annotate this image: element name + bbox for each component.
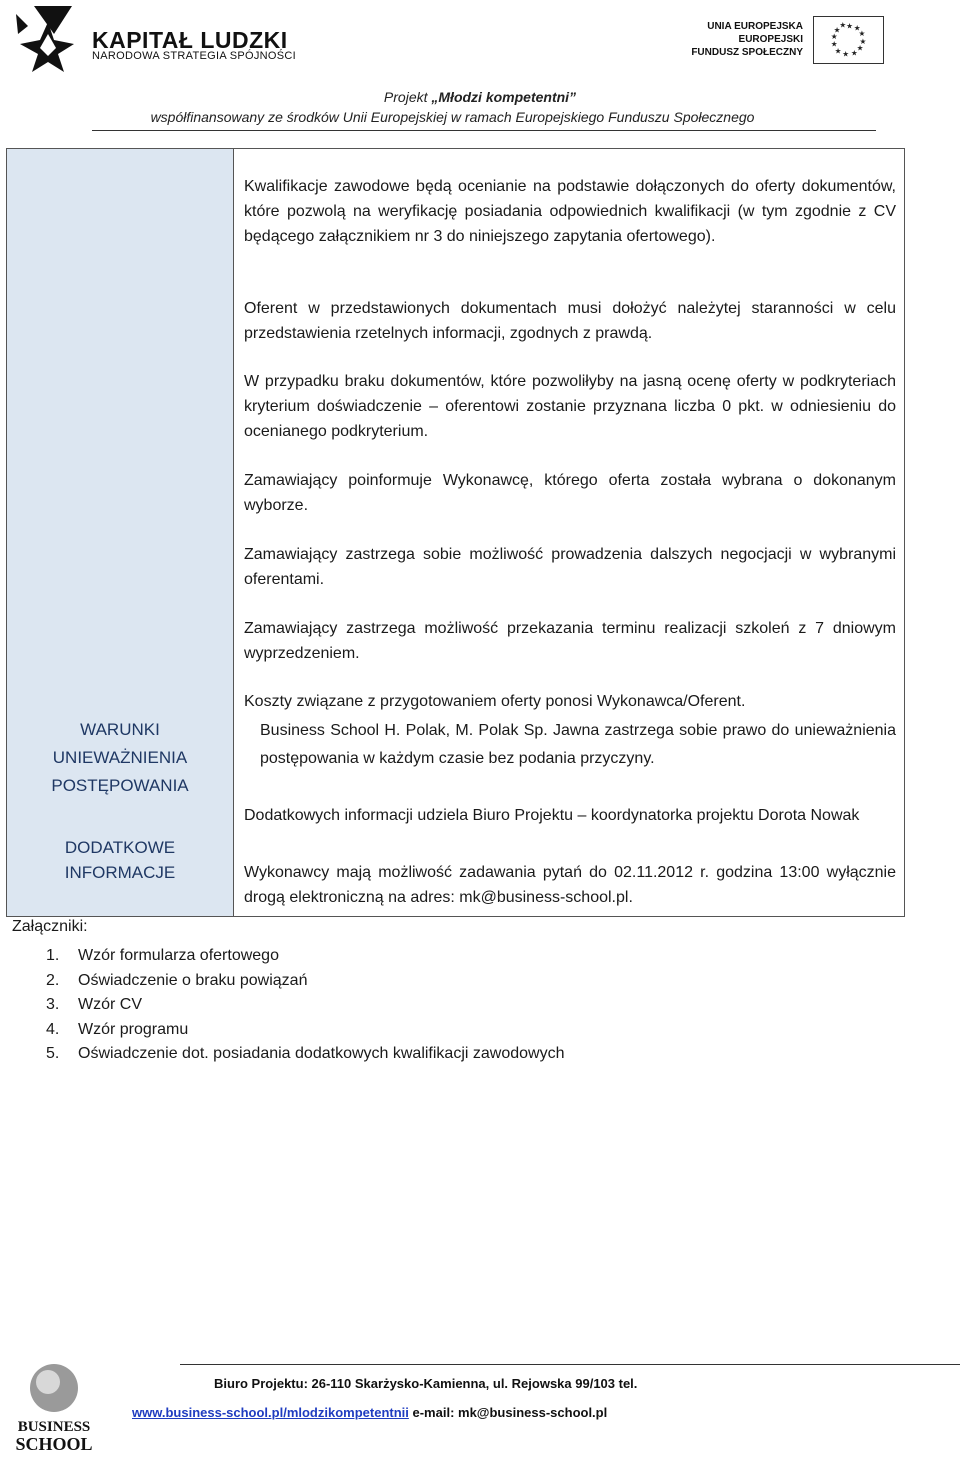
paragraph-schedule: Zamawiający zastrzega możliwość przekazania terminu realizacji szkoleń z 7 dniowym wyprzedzeniem.: [244, 620, 896, 662]
list-item: [46, 1018, 564, 1043]
svg-text:★: ★: [833, 25, 841, 35]
project-title: „Młodzi kompetentni”: [431, 89, 577, 105]
label-dodatkowe: DODATKOWE: [64, 838, 176, 857]
paragraph-qualifications: Kwalifikacje zawodowe będą ocenianie na podstawie dołączonych do oferty dokumentów, które pozwolą na weryfikację posiadania odpowiednich kwalifikacji (w tym zgodnie z CV będącego załącznikiem nr 3 do niniejszego zapytania ofertowego).: [244, 178, 896, 245]
logo-text-business: BUSINESS: [17, 1419, 91, 1435]
footer-email: e-mail: mk@business-school.pl: [408, 1405, 608, 1420]
label-warunki: WARUNKI: [80, 720, 160, 739]
project-prefix: Projekt: [383, 89, 432, 105]
paragraph-questions: Wykonawcy mają możliwość zadawania pytań do 02.11.2012 r. godzina 13:00 wyłącznie drogą elektroniczną na adres: mk@business-school.pl.: [244, 864, 896, 906]
svg-text:★: ★: [853, 23, 861, 33]
page-header: [0, 0, 960, 132]
conditions-table: [6, 148, 905, 917]
list-item-label: Oświadczenie o braku powiązań: [78, 971, 308, 989]
list-item-number: 4.: [46, 1020, 60, 1038]
attachments-title: Załączniki:: [12, 918, 88, 935]
ue-line-2: EUROPEJSKI: [738, 34, 803, 45]
svg-text:★: ★: [830, 39, 838, 49]
header-divider: [92, 130, 876, 131]
list-item-number: 3.: [46, 996, 60, 1013]
kapital-ludzki-logo: [14, 4, 82, 76]
list-item: [46, 969, 564, 994]
paragraph-diligence: Oferent w przedstawionych dokumentach musi dołożyć należytej staranności w celu przedstawienia rzetelnych informacji, zgodnych z prawdą.: [244, 300, 896, 342]
attachments-list: [46, 944, 564, 1067]
footer-contact: [132, 1405, 607, 1420]
svg-text:★: ★: [830, 32, 838, 42]
list-item-label: Wzór programu: [78, 1020, 189, 1038]
svg-text:★: ★: [839, 20, 847, 30]
eu-flag-icon: [813, 16, 884, 64]
list-item: [46, 993, 564, 1018]
label-informacje: INFORMACJE: [64, 863, 176, 882]
label-dodatkowe-informacje: [7, 835, 233, 885]
list-item: [46, 944, 564, 969]
paragraph-negotiations: Zamawiający zastrzega sobie możliwość prowadzenia dalszych negocjacji w wybranymi oferentami.: [244, 546, 896, 588]
website-link[interactable]: www.business-school.pl/mlodzikompetentnii: [132, 1405, 409, 1420]
paragraph-costs: Koszty związane z przygotowaniem oferty ponosi Wykonawca/Oferent.: [244, 693, 746, 710]
svg-text:★: ★: [842, 49, 850, 59]
paragraph-contact: Dodatkowych informacji udziela Biuro Projektu – koordynatorka projektu Dorota Nowak: [244, 807, 860, 824]
list-item-number: 5.: [46, 1045, 60, 1062]
cofunding-note: współfinansowany ze środków Unii Europejskiej w ramach Europejskiego Funduszu Społecznego: [150, 109, 755, 125]
label-uniewaznienia: UNIEWAŻNIENIA: [52, 748, 188, 767]
footer-address: Biuro Projektu: 26-110 Skarżysko-Kamienna, ul. Rejowska 99/103 tel.: [214, 1376, 638, 1391]
ue-line-3: FUNDUSZ SPOŁECZNY: [691, 47, 803, 58]
svg-text:★: ★: [850, 48, 858, 58]
table-label-column: [7, 149, 234, 916]
list-item-label: Oświadczenie dot. posiadania dodatkowych kwalifikacji zawodowych: [78, 1045, 565, 1062]
paragraph-cancellation: Business School H. Polak, M. Polak Sp. Jawna zastrzega sobie prawo do unieważnienia postępowania w każdym czasie bez podania przyczyny.: [260, 722, 896, 767]
ue-line-1: UNIA EUROPEJSKA: [707, 21, 803, 32]
project-name: [0, 89, 960, 105]
footer-divider: [180, 1364, 960, 1365]
kapital-ludzki-subtitle: NARODOWA STRATEGIA SPÓJNOŚCI: [92, 50, 296, 62]
list-item: [46, 1042, 564, 1067]
list-item-label: Wzór CV: [78, 996, 142, 1013]
ue-fund-label: [680, 20, 803, 59]
business-school-logo: [14, 1360, 94, 1454]
svg-text:★: ★: [858, 29, 866, 39]
paragraph-notification: Zamawiający poinformuje Wykonawcę, którego oferta została wybrana o dokonanym wyborze.: [244, 472, 896, 514]
label-postepowania: POSTĘPOWANIA: [51, 776, 189, 795]
list-item-number: 2.: [46, 971, 60, 989]
svg-text:★: ★: [856, 43, 864, 53]
paragraph-missing-documents: W przypadku braku dokumentów, które pozwoliłyby na jasną ocenę oferty w podkryteriach kryterium doświadczenie – oferentowi zostanie przyznana liczba 0 pkt. w odniesieniu do ocenianego podkryterium.: [244, 373, 896, 440]
svg-text:★: ★: [859, 36, 867, 46]
svg-text:★: ★: [846, 21, 853, 31]
kapital-ludzki-title: KAPITAŁ LUDZKI: [92, 27, 288, 53]
svg-text:★: ★: [834, 46, 842, 56]
label-warunki-uniewaznienia: [7, 716, 233, 800]
logo-text-school: SCHOOL: [15, 1434, 93, 1454]
list-item-label: Wzór formularza ofertowego: [78, 947, 279, 964]
list-item-number: 1.: [46, 947, 60, 964]
